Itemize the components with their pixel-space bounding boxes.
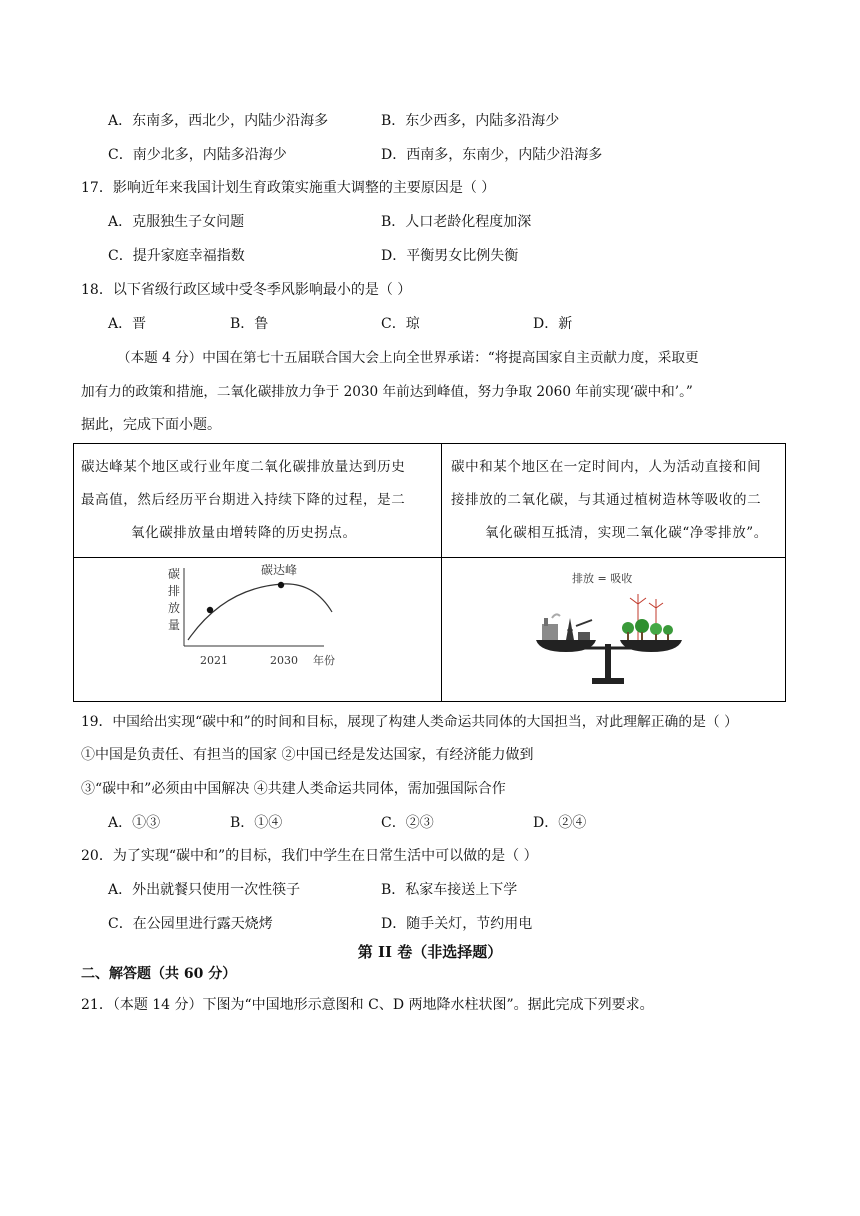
- balance-scale-illustration: [534, 568, 694, 692]
- section-2-heading: 二、解答题（共 60 分）: [81, 966, 237, 982]
- intro-line-1: （本题 4 分）中国在第七十五届联合国大会上向全世界承诺：“将提高国家自主贡献力度，采取更: [117, 350, 699, 366]
- factory-icon: [542, 614, 560, 640]
- q16-option-a: A．东南多，西北少，内陆少沿海多: [108, 113, 329, 129]
- q16-option-c: C．南少北多，内陆多沿海少: [108, 147, 287, 163]
- ylabel-char-3: 放: [168, 601, 181, 615]
- peak-definition-line-2: 最高值，然后经历平台期进入持续下降的过程，是二: [81, 492, 406, 508]
- x-unit-label: 年份: [313, 654, 335, 667]
- q20-option-a: A．外出就餐只使用一次性筷子: [108, 882, 301, 898]
- peak-label: 碳达峰: [261, 564, 298, 577]
- q17-option-a: A．克服独生子女问题: [108, 214, 245, 230]
- q17-stem: 17．影响近年来我国计划生育政策实施重大调整的主要原因是（ ）: [81, 180, 496, 196]
- q16-option-b: B．东少西多，内陆多沿海少: [381, 113, 560, 129]
- q21-stem: 21．（本题 14 分）下图为“中国地形示意图和 C、D 两地降水柱状图”。据此完成下列要求。: [81, 997, 654, 1013]
- q19-stem: 19．中国给出实现“碳中和”的时间和目标，展现了构建人类命运共同体的大国担当，对此理解正确的是（ ）: [81, 714, 738, 730]
- neutral-definition-line-2: 接排放的二氧化碳，与其通过植树造林等吸收的二: [451, 492, 762, 508]
- q20-option-c: C．在公园里进行露天烧烤: [108, 916, 273, 932]
- q19-statements-1: ①中国是负责任、有担当的国家 ②中国已经是发达国家，有经济能力做到: [81, 747, 534, 763]
- stand-pole: [605, 644, 611, 680]
- peak-definition-line-3: 氧化碳排放量由增转降的历史拐点。: [131, 525, 357, 541]
- q16-option-d: D．西南多，东南少，内陆少沿海多: [381, 147, 603, 163]
- tick-2030: 2030: [270, 654, 298, 667]
- tree-icon: [622, 619, 673, 640]
- left-pan: [536, 640, 596, 652]
- q19-option-c: C．②③: [381, 815, 434, 831]
- ylabel-char-1: 碳: [168, 567, 181, 581]
- q19-statements-2: ③“碳中和”必须由中国解决 ④共建人类命运共同体，需加强国际合作: [81, 781, 506, 797]
- q18-option-c: C．琼: [381, 316, 420, 332]
- right-pan: [620, 640, 682, 652]
- q20-option-b: B．私家车接送上下学: [381, 882, 518, 898]
- q18-option-d: D．新: [533, 316, 573, 332]
- q19-option-d: D．②④: [533, 815, 587, 831]
- ylabel-char-2: 排: [168, 584, 181, 598]
- q19-option-b: B．①④: [230, 815, 283, 831]
- intro-line-2: 加有力的政策和措施，二氧化碳排放力争于 2030 年前达到峰值，努力争取 2060 年前实现‘碳中和’。”: [81, 384, 693, 400]
- carbon-peak-graph: [164, 564, 364, 674]
- tick-2021: 2021: [200, 654, 228, 667]
- q20-stem: 20．为了实现“碳中和”的目标，我们中学生在日常生活中可以做的是（ ）: [81, 848, 538, 864]
- q19-option-a: A．①③: [108, 815, 161, 831]
- q17-option-d: D．平衡男女比例失衡: [381, 248, 519, 264]
- neutral-definition-line-1: 碳中和某个地区在一定时间内，人为活动直接和间: [451, 459, 762, 475]
- point-peak-2030: [278, 582, 284, 588]
- q20-option-d: D．随手关灯，节约用电: [381, 916, 533, 932]
- balance-label: 排放 = 吸收: [572, 572, 633, 585]
- q18-option-b: B．鲁: [230, 316, 269, 332]
- stand-base: [592, 678, 624, 684]
- neutral-definition-line-3: 氧化碳相互抵清，实现二氧化碳“净零排放”。: [485, 525, 768, 541]
- carbon-info-table: [73, 443, 786, 702]
- oil-derrick-icon: [566, 618, 592, 640]
- intro-line-3: 据此，完成下面小题。: [81, 417, 221, 433]
- section-2-title: 第 II 卷（非选择题）: [357, 943, 503, 961]
- q17-option-b: B．人口老龄化程度加深: [381, 214, 532, 230]
- q18-option-a: A．晋: [108, 316, 147, 332]
- q18-stem: 18．以下省级行政区域中受冬季风影响最小的是（ ）: [81, 282, 412, 298]
- peak-definition-line-1: 碳达峰某个地区或行业年度二氧化碳排放量达到历史: [81, 459, 406, 475]
- q17-option-c: C．提升家庭幸福指数: [108, 248, 245, 264]
- point-2021: [207, 607, 213, 613]
- ylabel-char-4: 量: [168, 618, 181, 632]
